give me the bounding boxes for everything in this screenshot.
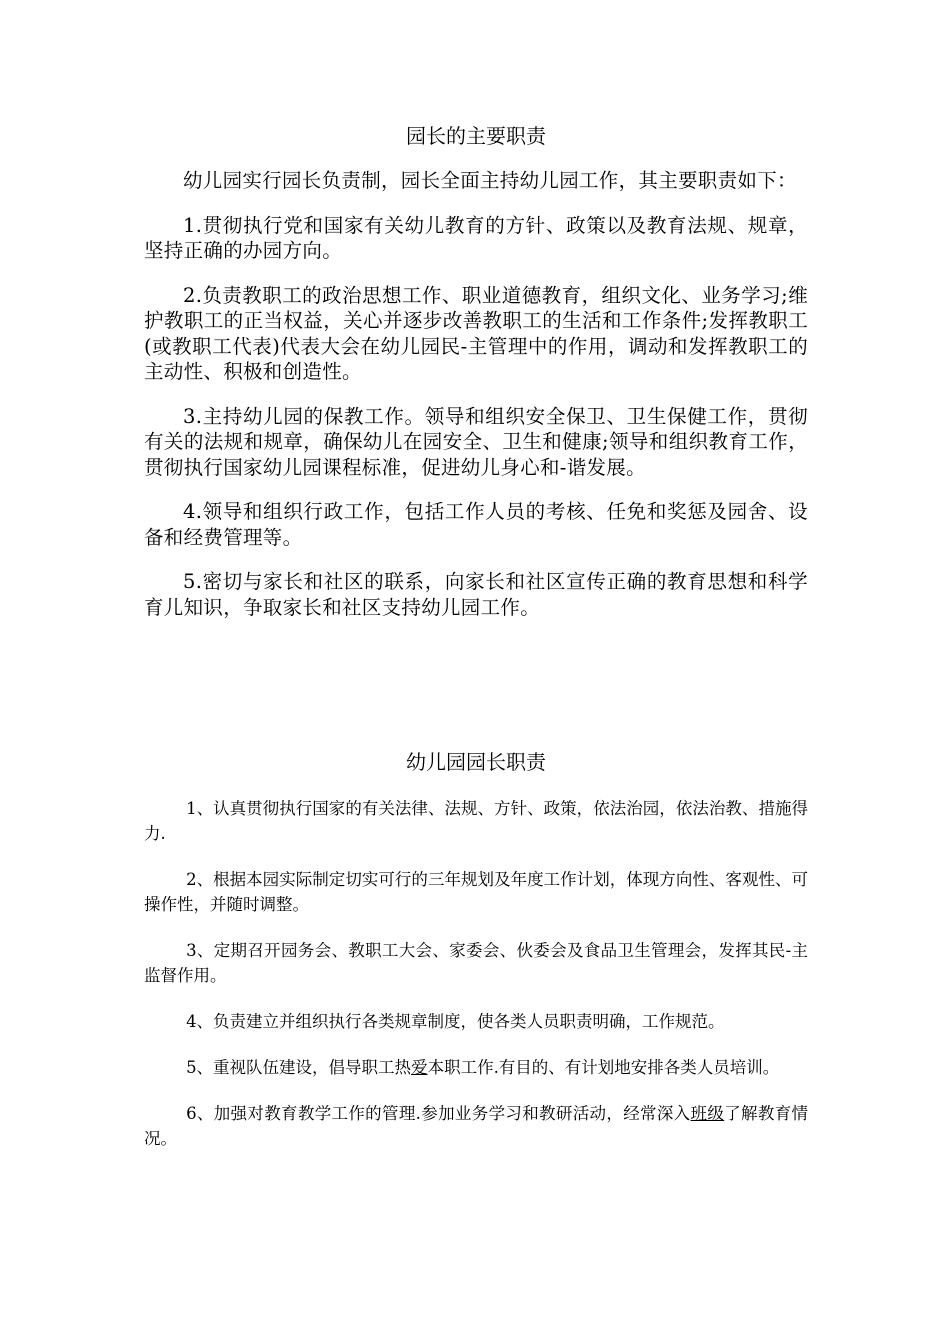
intro-paragraph: 幼儿园实行园长负责制，园长全面主持幼儿园工作，其主要职责如下： — [183, 169, 797, 192]
duty-text: 5、重视队伍建设，倡导职工热 — [186, 1058, 412, 1077]
duty-text: 6、加强对教育教学工作的管理.参加业务学习和教研活动，经常深入 — [186, 1104, 691, 1123]
underlined-link-text[interactable]: 班级 — [690, 1104, 725, 1123]
underlined-link-text[interactable]: 爱 — [411, 1058, 428, 1077]
duty-item: 4、负责建立并组织执行各类规章制度，使各类人员职责明确，工作规范。 — [186, 1012, 725, 1031]
duty-item: 3、定期召开园务会、教职工大会、家委会、伙委会及食品卫生管理会，发挥其民-主监督作用。 — [144, 941, 808, 985]
duty-item: 3.主持幼儿园的保教工作。领导和组织安全保卫、卫生保健工作，贯彻有关的法规和规章，确保幼儿在园安全、卫生和健康;领导和组织教育工作，贯彻执行国家幼儿园课程标准，促进幼儿身心和-谐发展。 — [144, 404, 808, 479]
kindergarten-principal-duties-section — [144, 748, 808, 1172]
section-title: 幼儿园园长职责 — [406, 750, 546, 774]
duty-text: 了解教育情况。 — [144, 1104, 809, 1148]
duty-text: 本职工作.有目的、有计划地安排各类人员培训。 — [427, 1058, 780, 1077]
duty-item: 4.领导和组织行政工作，包括工作人员的考核、任免和奖惩及园舍、设备和经费管理等。 — [144, 500, 808, 549]
duty-item: 2.负责教职工的政治思想工作、职业道德教育，组织文化、业务学习;维护教职工的正当权益，关心并逐步改善教职工的生活和工作条件;发挥教职工(或教职工代表)代表大会在幼儿园民-主管理中的作用，调动和发挥教职工的主动性、积极和创造性。 — [144, 283, 808, 383]
duty-item: 2、根据本园实际制定切实可行的三年规划及年度工作计划，体现方向性、客观性、可操作性，并随时调整。 — [144, 870, 808, 914]
duty-item — [144, 1101, 808, 1151]
duty-item: 1、认真贯彻执行国家的有关法律、法规、方针、政策，依法治园，依法治教、措施得力. — [144, 799, 808, 843]
duty-item: 1.贯彻执行党和国家有关幼儿教育的方针、政策以及教育法规、规章，坚持正确的办园方向。 — [144, 213, 808, 262]
duty-item — [144, 1055, 808, 1080]
duty-item: 5.密切与家长和社区的联系，向家长和社区宣传正确的教育思想和科学育儿知识，争取家长和社区支持幼儿园工作。 — [144, 570, 808, 619]
principal-duties-section — [144, 122, 808, 639]
section-title: 园长的主要职责 — [406, 124, 546, 148]
